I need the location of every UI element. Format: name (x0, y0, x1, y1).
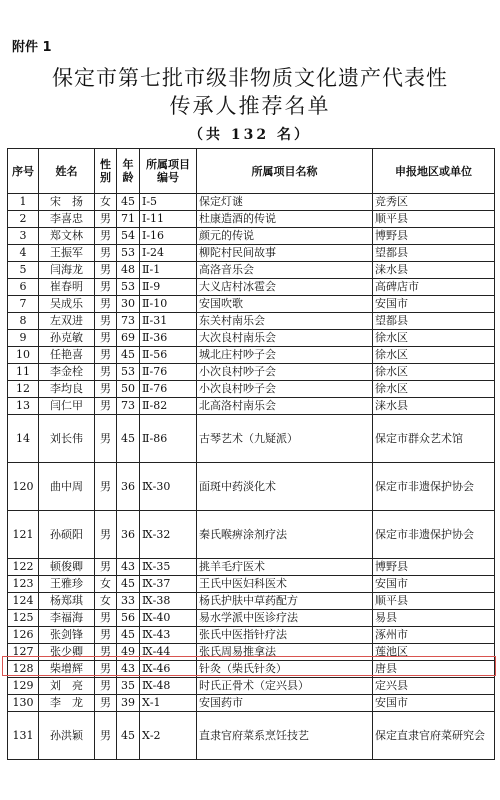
cell-age: 56 (117, 610, 140, 627)
cell-name: 李 龙 (39, 695, 95, 712)
cell-region: 徐水区 (373, 364, 495, 381)
cell-sex: 男 (95, 511, 117, 559)
table-row (8, 712, 495, 760)
cell-code: Ⅱ-9 (140, 279, 197, 296)
table-row (8, 347, 495, 364)
cell-region: 安国市 (373, 695, 495, 712)
cell-sex: 男 (95, 347, 117, 364)
cell-no: 10 (8, 347, 39, 364)
cell-age: 53 (117, 245, 140, 262)
cell-code: Ⅰ-24 (140, 245, 197, 262)
cell-name: 李喜忠 (39, 211, 95, 228)
cell-sex: 男 (95, 211, 117, 228)
header-project: 所属项目名称 (197, 149, 373, 194)
cell-name: 闫仁甲 (39, 398, 95, 415)
cell-region: 高碑店市 (373, 279, 495, 296)
cell-name: 李均良 (39, 381, 95, 398)
cell-sex: 男 (95, 712, 117, 760)
cell-no: 130 (8, 695, 39, 712)
cell-code: Ⅸ-37 (140, 576, 197, 593)
table-row (8, 559, 495, 576)
cell-no: 128 (8, 661, 39, 678)
cell-region: 安国市 (373, 296, 495, 313)
cell-no: 13 (8, 398, 39, 415)
cell-name: 张少卿 (39, 644, 95, 661)
table-row (8, 313, 495, 330)
cell-sex: 女 (95, 194, 117, 211)
cell-project: 城北庄村吵子会 (197, 347, 373, 364)
cell-no: 127 (8, 644, 39, 661)
cell-region: 保定直隶官府菜研究会 (373, 712, 495, 760)
cell-age: 49 (117, 644, 140, 661)
table-row (8, 330, 495, 347)
cell-name: 顿俊卿 (39, 559, 95, 576)
cell-region: 徐水区 (373, 330, 495, 347)
cell-project: 挑羊毛疔医术 (197, 559, 373, 576)
cell-sex: 男 (95, 245, 117, 262)
cell-no: 126 (8, 627, 39, 644)
cell-age: 53 (117, 364, 140, 381)
cell-no: 5 (8, 262, 39, 279)
cell-sex: 男 (95, 296, 117, 313)
cell-no: 131 (8, 712, 39, 760)
table-row (8, 194, 495, 211)
table-header-row (8, 149, 495, 194)
cell-code: Ⅱ-56 (140, 347, 197, 364)
table-row (8, 695, 495, 712)
cell-project: 东关村南乐会 (197, 313, 373, 330)
cell-age: 45 (117, 415, 140, 463)
cell-region: 保定市非遗保护协会 (373, 463, 495, 511)
cell-region: 顺平县 (373, 593, 495, 610)
cell-code: Ⅹ-2 (140, 712, 197, 760)
cell-project: 针灸（柴氏针灸） (197, 661, 373, 678)
cell-no: 121 (8, 511, 39, 559)
cell-age: 36 (117, 511, 140, 559)
cell-name: 李金栓 (39, 364, 95, 381)
cell-code: Ⅸ-46 (140, 661, 197, 678)
cell-project: 直隶官府菜系烹饪技艺 (197, 712, 373, 760)
cell-age: 53 (117, 279, 140, 296)
cell-code: Ⅸ-30 (140, 463, 197, 511)
attachment-label: 附件 1 (12, 40, 52, 55)
cell-project: 颜元的传说 (197, 228, 373, 245)
cell-code: Ⅸ-43 (140, 627, 197, 644)
cell-region: 唐县 (373, 661, 495, 678)
cell-sex: 男 (95, 228, 117, 245)
cell-name: 孙洪颖 (39, 712, 95, 760)
cell-name: 左双进 (39, 313, 95, 330)
nominee-table (7, 148, 495, 760)
cell-sex: 男 (95, 364, 117, 381)
cell-no: 8 (8, 313, 39, 330)
cell-name: 杨郑琪 (39, 593, 95, 610)
table-row (8, 610, 495, 627)
cell-project: 大义店村冰雹会 (197, 279, 373, 296)
header-region: 申报地区或单位 (373, 149, 495, 194)
cell-code: Ⅱ-76 (140, 381, 197, 398)
cell-no: 9 (8, 330, 39, 347)
cell-age: 36 (117, 463, 140, 511)
table-row (8, 678, 495, 695)
cell-project: 张氏周易推拿法 (197, 644, 373, 661)
cell-sex: 男 (95, 313, 117, 330)
cell-no: 2 (8, 211, 39, 228)
cell-code: Ⅱ-36 (140, 330, 197, 347)
cell-no: 122 (8, 559, 39, 576)
cell-code: Ⅱ-31 (140, 313, 197, 330)
cell-sex: 男 (95, 661, 117, 678)
cell-project: 高洛音乐会 (197, 262, 373, 279)
table-row (8, 661, 495, 678)
cell-name: 刘长伟 (39, 415, 95, 463)
cell-age: 45 (117, 576, 140, 593)
cell-code: Ⅰ-11 (140, 211, 197, 228)
cell-sex: 男 (95, 559, 117, 576)
cell-project: 时氏正骨术（定兴县） (197, 678, 373, 695)
cell-region: 望都县 (373, 245, 495, 262)
total-count: （共 132 名） (189, 127, 311, 143)
cell-project: 安国药市 (197, 695, 373, 712)
cell-no: 12 (8, 381, 39, 398)
cell-project: 王氏中医妇科医术 (197, 576, 373, 593)
cell-name: 崔春明 (39, 279, 95, 296)
cell-sex: 男 (95, 463, 117, 511)
cell-sex: 男 (95, 627, 117, 644)
table-row (8, 576, 495, 593)
header-sex: 性别 (95, 149, 117, 194)
cell-project: 北高洛村南乐会 (197, 398, 373, 415)
cell-name: 郑文林 (39, 228, 95, 245)
cell-region: 涿州市 (373, 627, 495, 644)
table-row (8, 511, 495, 559)
table-row (8, 644, 495, 661)
cell-name: 闫海龙 (39, 262, 95, 279)
cell-age: 43 (117, 559, 140, 576)
header-no: 序号 (8, 149, 39, 194)
cell-region: 徐水区 (373, 381, 495, 398)
cell-no: 6 (8, 279, 39, 296)
cell-code: Ⅸ-35 (140, 559, 197, 576)
cell-code: Ⅹ-1 (140, 695, 197, 712)
header-age: 年龄 (117, 149, 140, 194)
cell-region: 易县 (373, 610, 495, 627)
cell-no: 125 (8, 610, 39, 627)
table-row (8, 364, 495, 381)
cell-age: 54 (117, 228, 140, 245)
cell-sex: 女 (95, 576, 117, 593)
cell-region: 安国市 (373, 576, 495, 593)
cell-code: Ⅸ-44 (140, 644, 197, 661)
cell-region: 保定市非遗保护协会 (373, 511, 495, 559)
cell-name: 王雅珍 (39, 576, 95, 593)
cell-age: 43 (117, 661, 140, 678)
header-code: 所属项目编号 (140, 149, 197, 194)
cell-code: Ⅸ-40 (140, 610, 197, 627)
cell-code: Ⅱ-1 (140, 262, 197, 279)
cell-sex: 男 (95, 695, 117, 712)
table-row (8, 262, 495, 279)
cell-region: 竞秀区 (373, 194, 495, 211)
cell-no: 14 (8, 415, 39, 463)
cell-region: 涞水县 (373, 262, 495, 279)
cell-code: Ⅱ-76 (140, 364, 197, 381)
cell-no: 4 (8, 245, 39, 262)
cell-age: 39 (117, 695, 140, 712)
cell-name: 李福海 (39, 610, 95, 627)
cell-name: 任艳喜 (39, 347, 95, 364)
cell-sex: 男 (95, 279, 117, 296)
cell-age: 50 (117, 381, 140, 398)
cell-region: 定兴县 (373, 678, 495, 695)
cell-no: 11 (8, 364, 39, 381)
cell-region: 博野县 (373, 228, 495, 245)
cell-code: Ⅱ-10 (140, 296, 197, 313)
cell-age: 45 (117, 347, 140, 364)
cell-project: 柳陀村民间故事 (197, 245, 373, 262)
cell-no: 120 (8, 463, 39, 511)
table-row (8, 245, 495, 262)
cell-name: 宋 扬 (39, 194, 95, 211)
cell-name: 刘 亮 (39, 678, 95, 695)
document-title-line-2: 传承人推荐名单 (169, 94, 331, 118)
cell-project: 保定灯谜 (197, 194, 373, 211)
cell-code: Ⅸ-38 (140, 593, 197, 610)
cell-name: 柴增辉 (39, 661, 95, 678)
table-row (8, 279, 495, 296)
cell-sex: 男 (95, 262, 117, 279)
cell-no: 123 (8, 576, 39, 593)
cell-project: 易水学派中医诊疗法 (197, 610, 373, 627)
cell-region: 顺平县 (373, 211, 495, 228)
cell-code: Ⅰ-5 (140, 194, 197, 211)
cell-sex: 男 (95, 381, 117, 398)
cell-project: 小次良村吵子会 (197, 381, 373, 398)
cell-region: 涞水县 (373, 398, 495, 415)
cell-sex: 男 (95, 610, 117, 627)
cell-region: 博野县 (373, 559, 495, 576)
cell-sex: 男 (95, 644, 117, 661)
cell-age: 45 (117, 194, 140, 211)
table-row (8, 296, 495, 313)
cell-no: 3 (8, 228, 39, 245)
cell-name: 孙硕阳 (39, 511, 95, 559)
cell-project: 张氏中医指针疗法 (197, 627, 373, 644)
table-row (8, 593, 495, 610)
cell-project: 大次良村南乐会 (197, 330, 373, 347)
cell-name: 孙克敏 (39, 330, 95, 347)
cell-no: 7 (8, 296, 39, 313)
table-row (8, 463, 495, 511)
table-row (8, 627, 495, 644)
cell-name: 张剑锋 (39, 627, 95, 644)
cell-code: Ⅱ-86 (140, 415, 197, 463)
cell-code: Ⅱ-82 (140, 398, 197, 415)
cell-region: 保定市群众艺术馆 (373, 415, 495, 463)
cell-no: 129 (8, 678, 39, 695)
cell-age: 73 (117, 313, 140, 330)
cell-age: 71 (117, 211, 140, 228)
cell-name: 曲中周 (39, 463, 95, 511)
cell-age: 35 (117, 678, 140, 695)
cell-no: 124 (8, 593, 39, 610)
cell-name: 王振军 (39, 245, 95, 262)
cell-project: 面斑中药淡化术 (197, 463, 373, 511)
cell-name: 吴成乐 (39, 296, 95, 313)
table-row (8, 398, 495, 415)
cell-code: Ⅸ-48 (140, 678, 197, 695)
cell-age: 48 (117, 262, 140, 279)
cell-project: 安国吹歌 (197, 296, 373, 313)
cell-age: 45 (117, 712, 140, 760)
cell-region: 望都县 (373, 313, 495, 330)
cell-no: 1 (8, 194, 39, 211)
cell-sex: 男 (95, 678, 117, 695)
table-row (8, 228, 495, 245)
document-title-line-1: 保定市第七批市级非物质文化遗产代表性 (52, 66, 448, 90)
cell-project: 小次良村吵子会 (197, 364, 373, 381)
cell-project: 杜康造酒的传说 (197, 211, 373, 228)
cell-sex: 女 (95, 593, 117, 610)
cell-age: 45 (117, 627, 140, 644)
cell-sex: 男 (95, 330, 117, 347)
cell-region: 莲池区 (373, 644, 495, 661)
cell-age: 73 (117, 398, 140, 415)
table-row (8, 381, 495, 398)
cell-age: 30 (117, 296, 140, 313)
cell-code: Ⅰ-16 (140, 228, 197, 245)
header-name: 姓名 (39, 149, 95, 194)
cell-sex: 男 (95, 398, 117, 415)
cell-project: 杨氏护肤中草药配方 (197, 593, 373, 610)
cell-age: 33 (117, 593, 140, 610)
cell-age: 69 (117, 330, 140, 347)
cell-code: Ⅸ-32 (140, 511, 197, 559)
table-row (8, 211, 495, 228)
cell-project: 秦氏喉痹涂剂疗法 (197, 511, 373, 559)
cell-region: 徐水区 (373, 347, 495, 364)
cell-project: 古琴艺术（九疑派） (197, 415, 373, 463)
table-row (8, 415, 495, 463)
cell-sex: 男 (95, 415, 117, 463)
